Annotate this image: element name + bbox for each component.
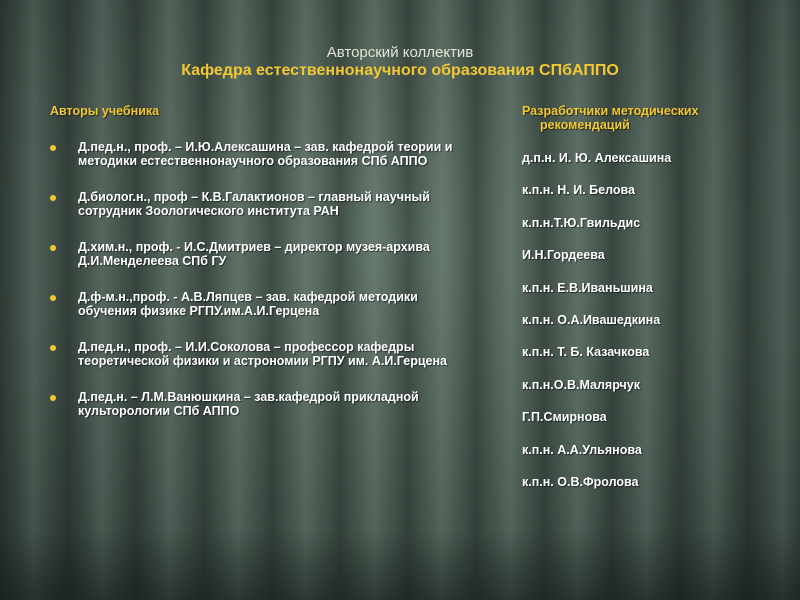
title-line-2: Кафедра естественнонаучного образования СПбАППО xyxy=(181,62,619,79)
author-item xyxy=(50,140,460,168)
author-text: Д.пед.н. – Л.М.Ванюшкина – зав.кафедрой прикладной культорологии СПб АППО xyxy=(78,390,419,418)
bullet-icon xyxy=(50,145,56,151)
developers-column xyxy=(522,104,772,507)
developer-item: к.п.н. О.В.Фролова xyxy=(522,474,639,489)
bullet-icon xyxy=(50,295,56,301)
bullet-icon xyxy=(50,195,56,201)
developer-item: к.п.н. Т. Б. Казачкова xyxy=(522,345,650,360)
authors-list xyxy=(50,140,460,418)
authors-heading: Авторы учебника xyxy=(50,104,160,118)
developer-item: к.п.н.О.В.Малярчук xyxy=(522,377,641,392)
title-line-1: Авторский коллектив xyxy=(326,44,474,61)
developer-item: к.п.н. А.А.Ульянова xyxy=(522,442,642,457)
authors-column xyxy=(50,104,460,440)
author-text: Д.хим.н., проф. - И.С.Дмитриев – директор музея-архива Д.И.Менделеева СПб ГУ xyxy=(78,240,430,268)
developer-item: к.п.н. Е.В.Иваньшина xyxy=(522,280,653,295)
developer-item: к.п.н.Т.Ю.Гвильдис xyxy=(522,215,641,230)
author-text: Д.пед.н., проф. – И.Ю.Алексашина – зав. кафедрой теории и методики естественнонаучного образования СПб АППО xyxy=(78,140,453,168)
developer-item: Г.П.Смирнова xyxy=(522,410,607,425)
author-text: Д.биолог.н., проф – К.В.Галактионов – главный научный сотрудник Зоологического института РАН xyxy=(78,190,430,218)
bullet-icon xyxy=(50,345,56,351)
author-text: Д.ф-м.н.,проф. - А.В.Ляпцев – зав. кафедрой методики обучения физике РГПУ.им.А.И.Герцена xyxy=(78,290,418,318)
developer-item: к.п.н. Н. И. Белова xyxy=(522,183,635,198)
bullet-icon xyxy=(50,395,56,401)
developer-item: к.п.н. О.А.Ивашедкина xyxy=(522,312,661,327)
author-item xyxy=(50,240,460,268)
author-item xyxy=(50,290,460,318)
developers-list xyxy=(522,151,772,507)
developer-item: д.п.н. И. Ю. Алексашина xyxy=(522,151,672,165)
developers-heading: Разработчики методических рекомендаций xyxy=(522,104,699,132)
developer-item: И.Н.Гордеева xyxy=(522,248,605,263)
slide-title xyxy=(0,44,800,80)
curtain-floor-shadow xyxy=(0,530,800,600)
bullet-icon xyxy=(50,245,56,251)
author-item xyxy=(50,390,460,418)
author-item xyxy=(50,340,460,368)
author-text: Д.пед.н., проф. – И.И.Соколова – профессор кафедры теоретической физики и астрономии РГПУ им. А.И.Герцена xyxy=(78,340,447,368)
author-item xyxy=(50,190,460,218)
